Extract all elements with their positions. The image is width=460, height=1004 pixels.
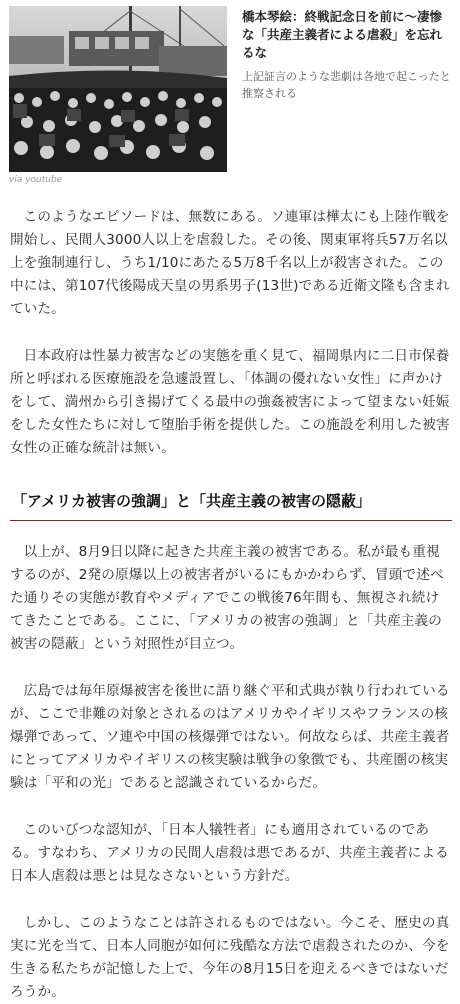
related-article-photo[interactable] <box>9 6 227 172</box>
related-article-title-link[interactable]: 橋本琴絵：終戦記念日を前に〜凄惨な「共産主義者による虐殺」を忘れるな <box>242 9 443 60</box>
section-heading: 「アメリカ被害の強調」と「共産主義の被害の隠蔽」 <box>10 490 452 521</box>
related-article-description: 上記証言のような悲劇は各地で起こったと推察される <box>242 70 451 100</box>
photo-credit: via youtube <box>9 175 63 185</box>
article-paragraph: このいびつな認知が、「日本人犠牲者」にも適用されているのである。すなわち、アメリカの民間人虐殺は悪であるが、共産主義者による日本人虐殺は悪とは見なさないという方針だ。 <box>10 822 449 884</box>
related-article-text[interactable] <box>242 8 454 102</box>
related-article-block[interactable] <box>0 0 460 196</box>
article-paragraph: しかし、このようなことは許されるものではない。今こそ、歴史の真実に光を当て、日本人同胞が如何に残酷な方法で虐殺されたのか、今を生きる私たちが記憶した上で、今年の8月15日を迎えるべきではないだろうか。 <box>10 915 450 1000</box>
article-paragraph: このようなエピソードは、無数にある。ソ連軍は樺太にも上陸作戦を開始し、民間人3000人以上を虐殺した。その後、関東軍将兵57万名以上を強制連行し、うち1/10にあたる5万8千名以上が殺害された。この中には、第107代後陽成天皇の男系男子(13世)である近衛文隆も含まれていた。 <box>10 209 450 317</box>
article-paragraph: 広島では毎年原爆被害を後世に語り継ぐ平和式典が執り行われているが、ここで非難の対象とされるのはアメリカやイギリスやフランスの核爆弾であって、ソ連や中国の核爆弾ではない。何故ならば、共産主義者にとってアメリカやイギリスの核実験は戦争の象徴でも、共産圏の核実験は「平和の光」であると認識されているからだ。 <box>10 683 450 791</box>
refugee-boat-photo <box>9 6 227 172</box>
article-paragraph: 以上が、8月9日以降に起きた共産主義の被害である。私が最も重視するのが、2発の原爆以上の被害者がいるにもかかわらず、冒頭で述べた通りその実態が教育やメディアでこの戦後76年間も、無視され続けてきたことである。ここに、「アメリカの被害の強調」と「共産主義の被害の隠蔽」という対照性が目立つ。 <box>10 544 444 652</box>
article-paragraph: 日本政府は性暴力被害などの実態を重く見て、福岡県内に二日市保養所と呼ばれる医療施設を急遽設置し、「体調の優れない女性」に声かけをして、満州から引き揚げてくる最中の強姦被害によって望まない妊娠をした女性たちに対して堕胎手術を提供した。この施設を利用した被害女性の正確な統計は無い。 <box>10 348 450 456</box>
article-body <box>0 206 460 1004</box>
